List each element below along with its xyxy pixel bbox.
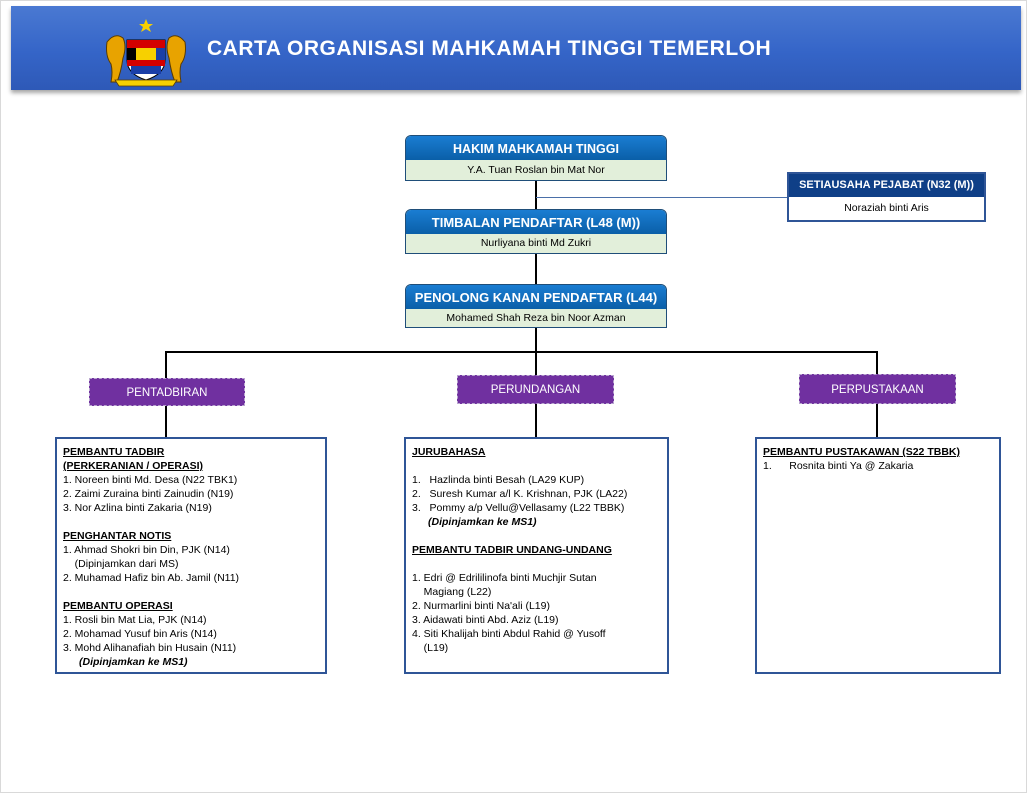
connector-perundangan-panel — [535, 404, 537, 438]
hakim-name: Y.A. Tuan Roslan bin Mat Nor — [467, 164, 605, 176]
list-item: 4. Siti Khalijah binti Abdul Rahid @ Yusoff — [412, 628, 606, 640]
timbalan-name: Nurliyana binti Md Zukri — [480, 237, 592, 249]
list-item: 2. Zaimi Zuraina binti Zainudin (N19) — [63, 488, 234, 500]
hakim-title: HAKIM MAHKAMAH TINGGI — [406, 136, 666, 160]
list-item: 1. Ahmad Shokri bin Din, PJK (N14) — [63, 544, 230, 556]
setiausaha-name: Noraziah binti Aris — [844, 202, 929, 214]
connector-bus-pentadbiran — [165, 351, 167, 378]
panel-perpustakaan — [755, 437, 1001, 674]
setiausaha-box — [787, 172, 986, 222]
connector-to-setiausaha — [536, 197, 788, 198]
panel-pentadbiran — [55, 437, 327, 674]
dept-pentadbiran: PENTADBIRAN — [89, 378, 245, 406]
penolong-box — [405, 284, 667, 328]
dept-perundangan: PERUNDANGAN — [457, 375, 614, 404]
list-item: 3. Nor Azlina binti Zakaria (N19) — [63, 502, 212, 514]
pentadbiran-s3-note: (Dipinjamkan ke MS1) — [79, 656, 188, 668]
malaysia-coat-of-arms-icon — [101, 18, 191, 90]
connector-pentadbiran-panel — [165, 406, 167, 438]
timbalan-box — [405, 209, 667, 254]
header-banner — [11, 6, 1021, 90]
penolong-name: Mohamed Shah Reza bin Noor Azman — [446, 312, 626, 324]
connector-penolong-bus — [535, 328, 537, 352]
pentadbiran-s3-title: PEMBANTU OPERASI — [63, 600, 173, 612]
perundangan-s1-title: JURUBAHASA — [412, 446, 486, 458]
panel-perundangan — [404, 437, 669, 674]
list-item: (L19) — [412, 642, 449, 654]
penolong-title: PENOLONG KANAN PENDAFTAR (L44) — [406, 285, 666, 309]
list-item: 2. Suresh Kumar a/l K. Krishnan, PJK (LA22) — [412, 488, 628, 500]
list-item: 1. Rosli bin Mat Lia, PJK (N14) — [63, 614, 207, 626]
list-item: 2. Mohamad Yusuf bin Aris (N14) — [63, 628, 217, 640]
connector-bus-perpustakaan — [876, 351, 878, 374]
list-item: (Dipinjamkan dari MS) — [63, 558, 179, 570]
pentadbiran-s2-title: PENGHANTAR NOTIS — [63, 530, 172, 542]
connector-horizontal-bus — [165, 351, 878, 353]
pentadbiran-s1-sub: (PERKERANIAN / OPERASI) — [63, 460, 204, 472]
pentadbiran-s1-title: PEMBANTU TADBIR — [63, 446, 165, 458]
connector-perpustakaan-panel — [876, 404, 878, 438]
list-item: 3. Pommy a/p Vellu@Vellasamy (L22 TBBK) — [412, 502, 625, 514]
hakim-box — [405, 135, 667, 181]
perundangan-s1-note: (Dipinjamkan ke MS1) — [428, 516, 537, 528]
page-title: CARTA ORGANISASI MAHKAMAH TINGGI TEMERLOH — [207, 37, 772, 60]
dept-perpustakaan: PERPUSTAKAAN — [799, 374, 956, 404]
perpustakaan-s1-title: PEMBANTU PUSTAKAWAN (S22 TBBK) — [763, 446, 960, 458]
list-item: 3. Aidawati binti Abd. Aziz (L19) — [412, 614, 559, 626]
perundangan-s2-title: PEMBANTU TADBIR UNDANG-UNDANG — [412, 544, 612, 556]
setiausaha-title: SETIAUSAHA PEJABAT (N32 (M)) — [789, 174, 984, 197]
list-item: Magiang (L22) — [412, 586, 492, 598]
list-item: 1. Noreen binti Md. Desa (N22 TBK1) — [63, 474, 238, 486]
connector-bus-perundangan — [535, 351, 537, 375]
list-item: 1. Edri @ Edrililinofa binti Muchjir Sutan — [412, 572, 597, 584]
list-item: 3. Mohd Alihanafiah bin Husain (N11) — [63, 642, 237, 654]
timbalan-title: TIMBALAN PENDAFTAR (L48 (M)) — [406, 210, 666, 234]
list-item: 1. Hazlinda binti Besah (LA29 KUP) — [412, 474, 585, 486]
connector-timbalan-penolong — [535, 254, 537, 284]
connector-hakim-timbalan — [535, 181, 537, 209]
list-item: 2. Nurmarlini binti Na'ali (L19) — [412, 600, 550, 612]
list-item: 2. Muhamad Hafiz bin Ab. Jamil (N11) — [63, 572, 240, 584]
list-item: 1. Rosnita binti Ya @ Zakaria — [763, 460, 914, 472]
